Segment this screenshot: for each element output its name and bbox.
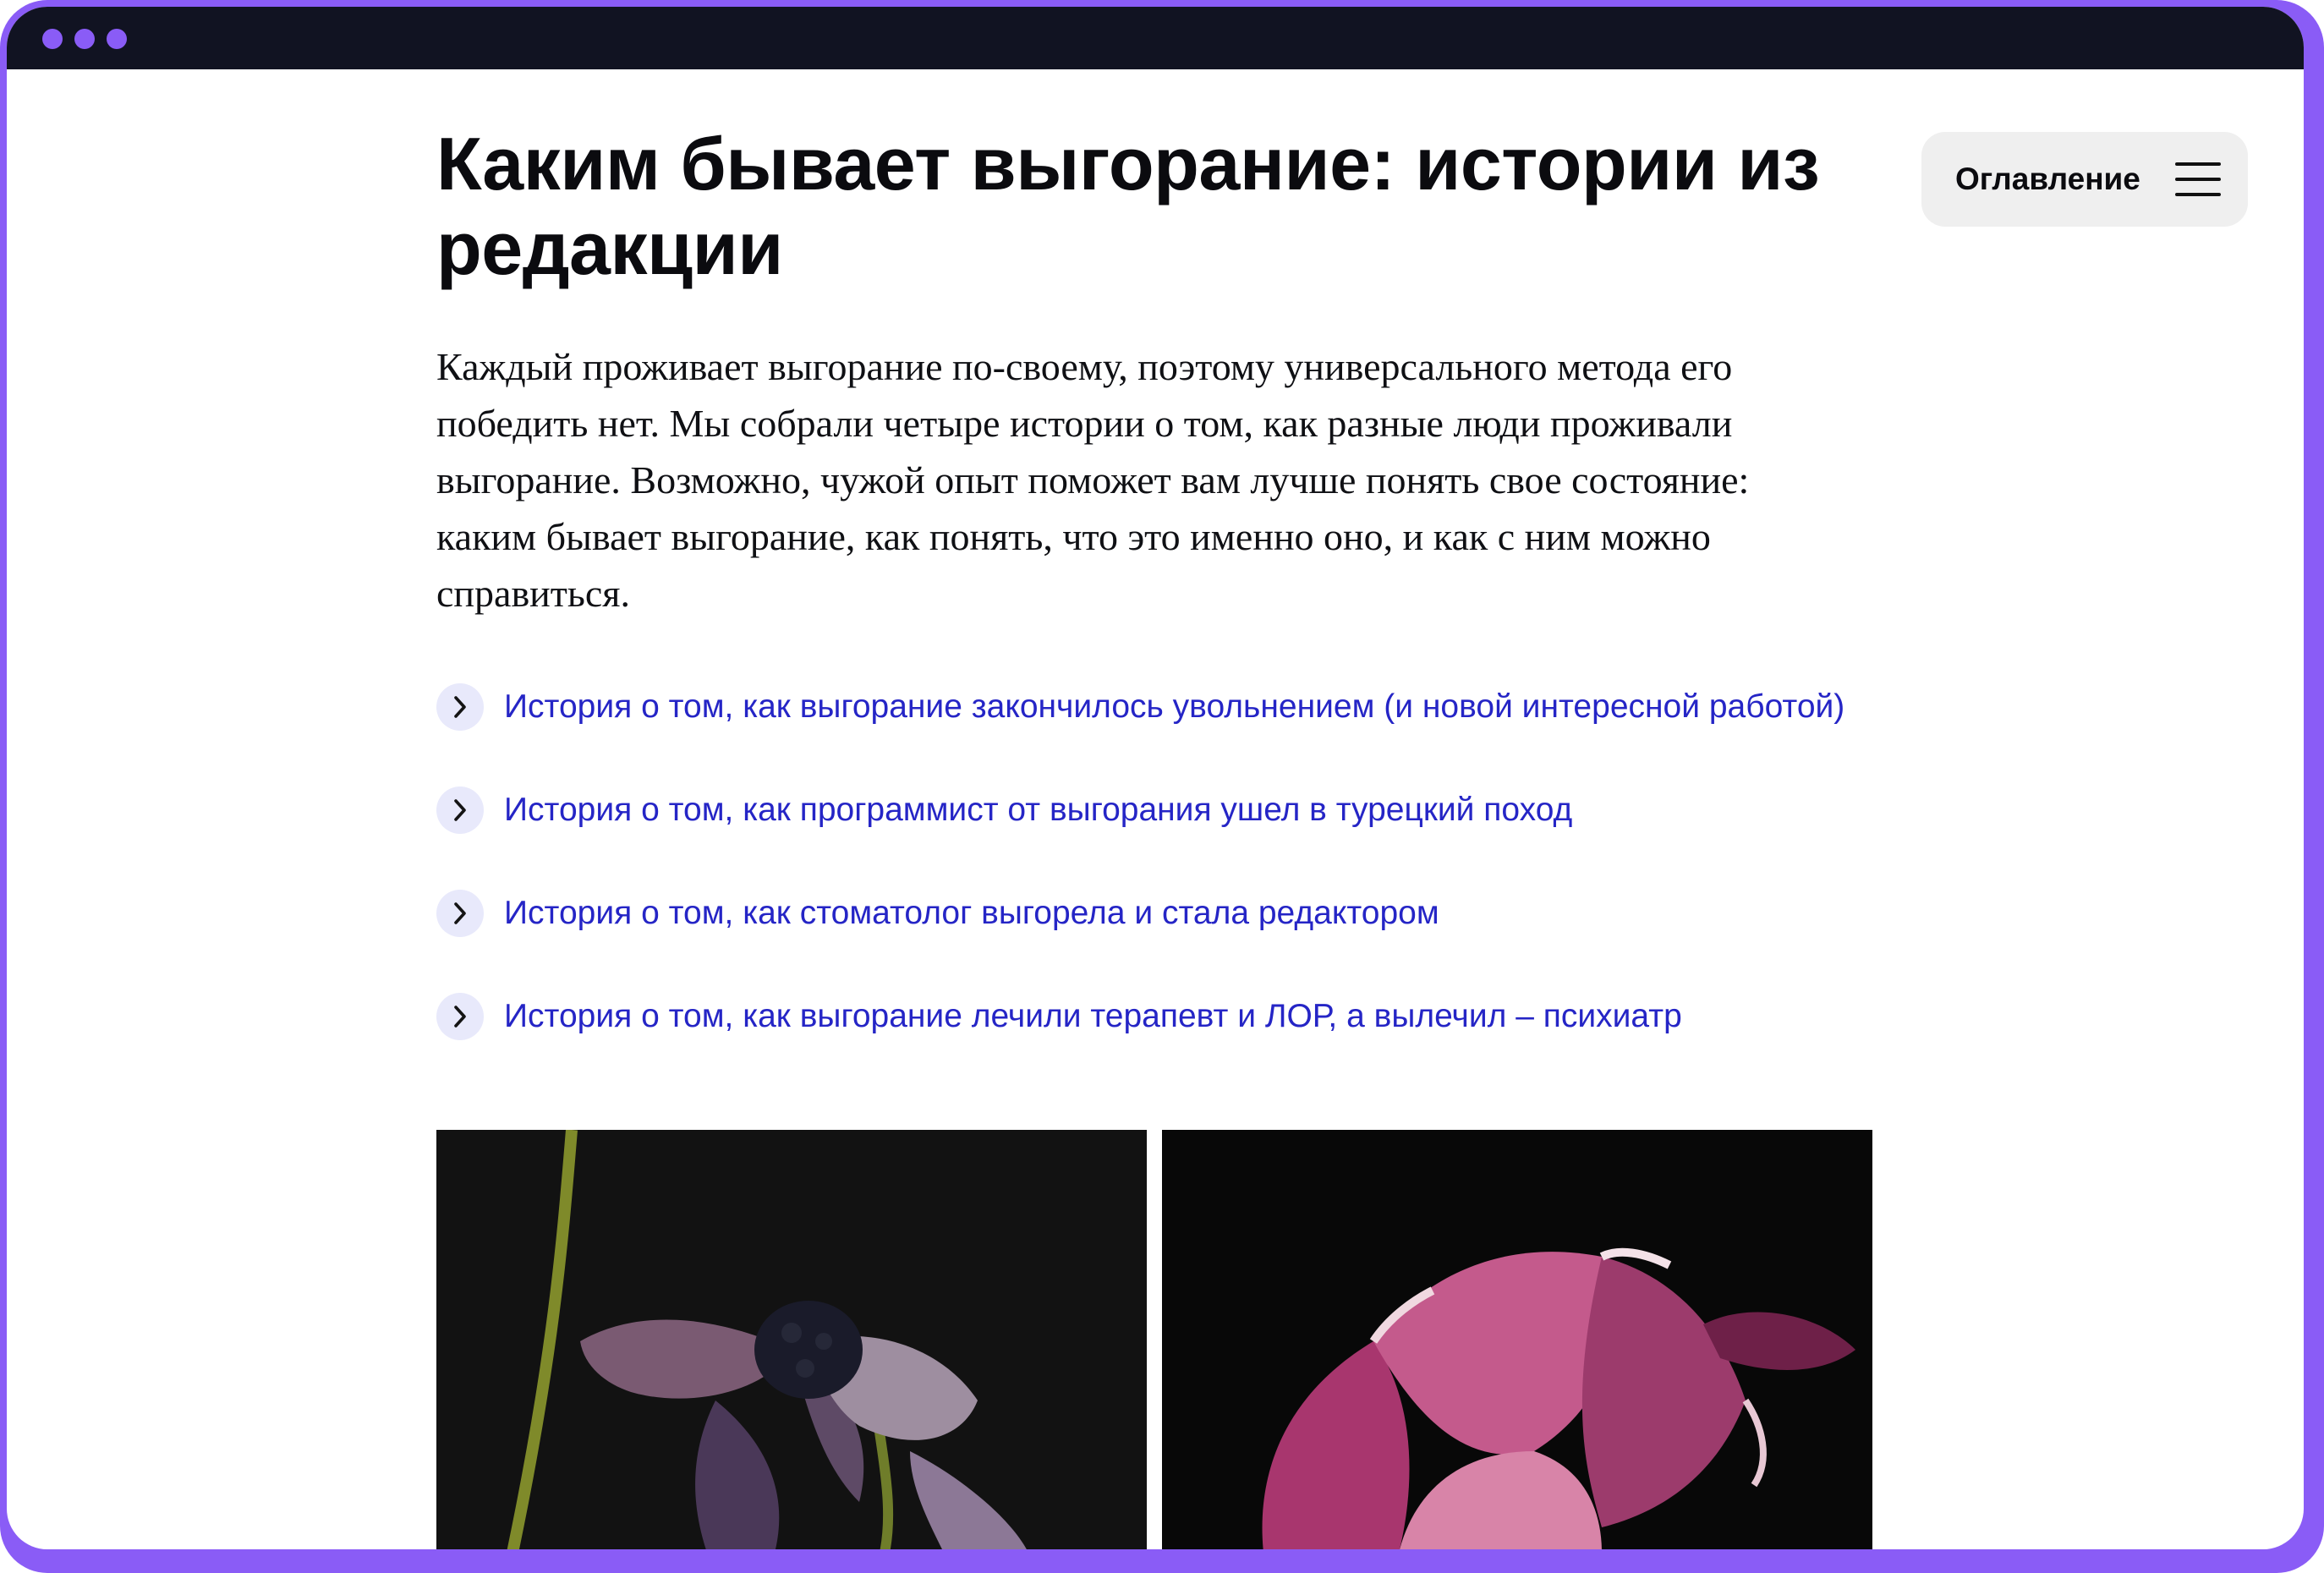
article-title: Каким бывает выгорание: истории из редакции	[436, 122, 1820, 290]
chevron-right-icon	[436, 683, 484, 731]
window-control-dot[interactable]	[42, 29, 63, 49]
story-link[interactable]	[436, 992, 1891, 1041]
chevron-right-icon	[436, 993, 484, 1040]
story-link-label[interactable]: История о том, как программист от выгорания ушел в турецкий поход	[504, 792, 1573, 828]
window-titlebar	[7, 7, 2304, 69]
story-link-label[interactable]: История о том, как выгорание закончилось увольнением (и новой интересной работой)	[504, 688, 1845, 725]
browser-window	[7, 7, 2304, 1549]
menu-icon	[2175, 162, 2221, 196]
article-content	[436, 122, 1891, 1041]
toc-button-label: Оглавление	[1955, 162, 2140, 196]
chevron-right-icon	[436, 890, 484, 937]
story-link[interactable]	[436, 786, 1891, 835]
story-link-label[interactable]: История о том, как выгорание лечили терапевт и ЛОР, а вылечил – психиатр	[504, 998, 1682, 1034]
wilted-tulip-photo	[1162, 1130, 1872, 1549]
toc-button[interactable]	[1921, 132, 2248, 227]
story-link[interactable]	[436, 682, 1891, 732]
article-lead: Каждый проживает выгорание по-своему, поэтому универсального метода его победить нет. Мы собрали четыре истории о том, как разные люди проживали выгорание. Возможно, чужой опыт поможет вам лучше понять свое состояние: каким бывает выгорание, как понять, что это именно оно, и как с ним можно справиться.	[436, 345, 1750, 615]
wilted-anemone-photo	[436, 1130, 1147, 1549]
story-link[interactable]	[436, 889, 1891, 938]
story-links-list	[436, 682, 1891, 1041]
window-control-dot[interactable]	[107, 29, 127, 49]
story-link-label[interactable]: История о том, как стоматолог выгорела и стала редактором	[504, 895, 1439, 931]
chevron-right-icon	[436, 786, 484, 834]
photo-gallery	[436, 1130, 1866, 1549]
window-control-dot[interactable]	[74, 29, 95, 49]
